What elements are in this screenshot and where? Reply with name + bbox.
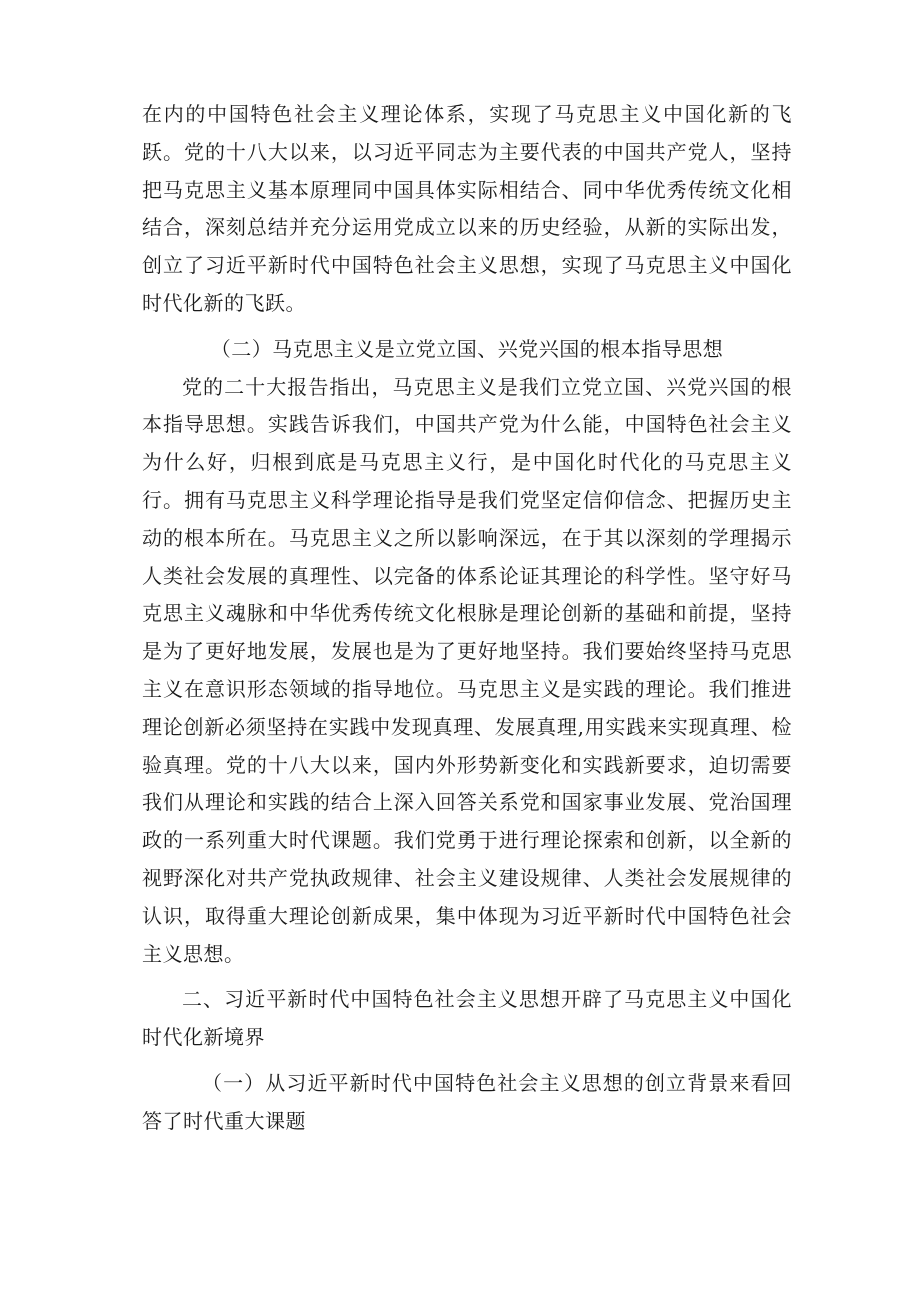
spacer <box>142 1057 792 1065</box>
section-heading-2-1: （一）从习近平新时代中国特色社会主义思想的创立背景来看回答了时代重大课题 <box>142 1070 792 1133</box>
section-heading-2: （二）马克思主义是立党立国、兴党兴国的根本指导思想 <box>210 336 724 361</box>
paragraph-body: 党的二十大报告指出，马克思主义是我们立党立国、兴党兴国的根本指导思想。实践告诉我们，中国共产党为什么能，中国特色社会主义为什么好，归根到底是马克思主义行，是中国化时代化的马克思主义行。拥有马克思主义科学理论指导是我们党坚定信仰信念、把握历史主动的根本所在。马克思主义之所以影响深远，在于其以深刻的学理揭示人类社会发展的真理性、以完备的体系论证其理论的科学性。坚守好马克思主义魂脉和中华优秀传统文化根脉是理论创新的基础和前提，坚持是为了更好地发展，发展也是为了更好地坚持。我们要始终坚持马克思主义在意识形态领域的指导地位。马克思主义是实践的理论。我们推进理论创新必须坚持在实践中发现真理、发展真理,用实践来实现真理、检验真理。党的十八大以来，国内外形势新变化和实践新要求，迫切需要我们从理论和实践的结合上深入回答关系党和国家事业发展、党治国理政的一系列重大时代课题。我们党勇于进行理论探索和创新，以全新的视野深化对共产党执政规律、社会主义建设规律、人类社会发展规律的认识，取得重大理论创新成果，集中体现为习近平新时代中国特色社会主义思想。 <box>142 374 792 966</box>
spacer <box>142 973 792 981</box>
paragraph-continued: 在内的中国特色社会主义理论体系，实现了马克思主义中国化新的飞跃。党的十八大以来，以习近平同志为主要代表的中国共产党人，坚持把马克思主义基本原理同中国具体实际相结合、同中华优秀传统文化相结合，深刻总结并充分运用党成立以来的历史经验，从新的实际出发，创立了习近平新时代中国特色社会主义思想，实现了马克思主义中国化时代化新的飞跃。 <box>142 102 792 315</box>
spacer <box>142 323 792 331</box>
document-page <box>142 96 792 1141</box>
chapter-heading-2: 二、习近平新时代中国特色社会主义思想开辟了马克思主义中国化时代化新境界 <box>142 987 792 1050</box>
